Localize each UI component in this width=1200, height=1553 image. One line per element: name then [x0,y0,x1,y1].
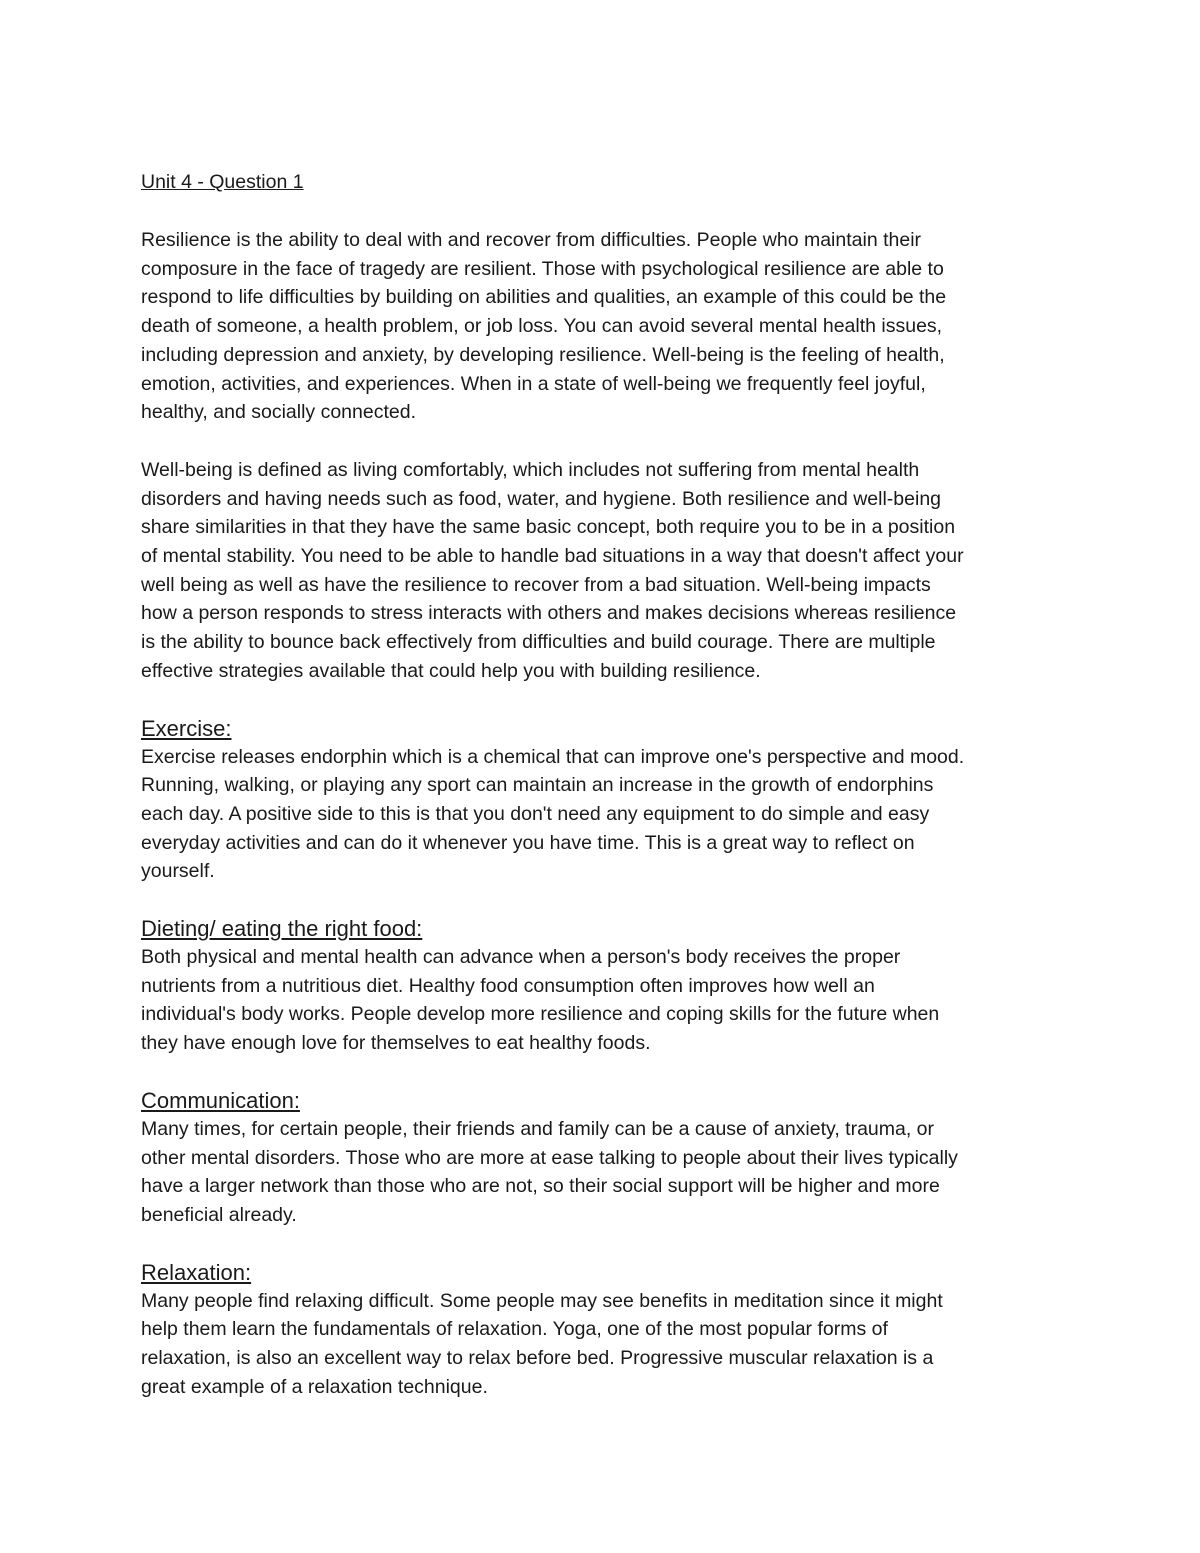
section-body-exercise: Exercise releases endorphin which is a chemical that can improve one's perspective and mood. Running, walking, or playing any sport can maintain an increase in the growth of endorphins each day. A positive side to this is that you don't need any equipment to do simple and easy everyday activities and can do it whenever you have time. This is a great way to reflect on yourself. [141,745,965,883]
section-body-relaxation: Many people find relaxing difficult. Some people may see benefits in meditation since it might help them learn the fundamentals of relaxation. Yoga, one of the most popular forms of relaxation, is also an excellent way to relax before bed. Progressive muscular relaxation is a great example of a relaxation technique. [141,1289,943,1398]
spacer [141,1058,1061,1087]
section-heading-communication: Communication: [141,1087,300,1113]
spacer [141,1230,1061,1259]
spacer [141,886,1061,915]
spacer [141,197,1061,226]
section-body-dieting: Both physical and mental health can advance when a person's body receives the proper nutrients from a nutritious diet. Healthy food consumption often improves how well an individual's body works. People develop more resilience and coping skills for the future when they have enough love for themselves to eat healthy foods. [141,946,940,1055]
intro-paragraph-resilience: Resilience is the ability to deal with and recover from difficulties. People who maintain their composure in the face of tragedy are resilient. Those with psychological resilience are able to respond to life difficulties by building on abilities and qualities, an example of this could be the death of someone, a health problem, or job loss. You can avoid several mental health issues, including depression and anxiety, by developing resilience. Well-being is the feeling of health, emotion, activities, and experiences. When in a state of well-being we frequently feel joyful, healthy, and socially connected. [141,229,947,424]
section-heading-exercise: Exercise: [141,715,232,741]
document-title: Unit 4 - Question 1 [141,171,304,193]
document-page [141,168,1061,1402]
section-body-communication: Many times, for certain people, their friends and family can be a cause of anxiety, trauma, or other mental disorders. Those who are more at ease talking to people about their lives typically have a larger network than those who are not, so their social support will be higher and more beneficial already. [141,1117,958,1226]
intro-paragraph-well-being: Well-being is defined as living comfortably, which includes not suffering from mental health disorders and having needs such as food, water, and hygiene. Both resilience and well-being share similarities in that they have the same basic concept, both require you to be in a position of mental stability. You need to be able to handle bad situations in a way that doesn't affect your well being as well as have the resilience to recover from a bad situation. Well-being impacts how a person responds to stress interacts with others and makes decisions whereas resilience is the ability to bounce back effectively from difficulties and build courage. There are multiple effective strategies available that could help you with building resilience. [141,458,964,682]
section-heading-relaxation: Relaxation: [141,1259,252,1285]
spacer [141,686,1061,715]
spacer [141,427,1061,456]
section-heading-dieting: Dieting/ eating the right food: [141,916,423,942]
